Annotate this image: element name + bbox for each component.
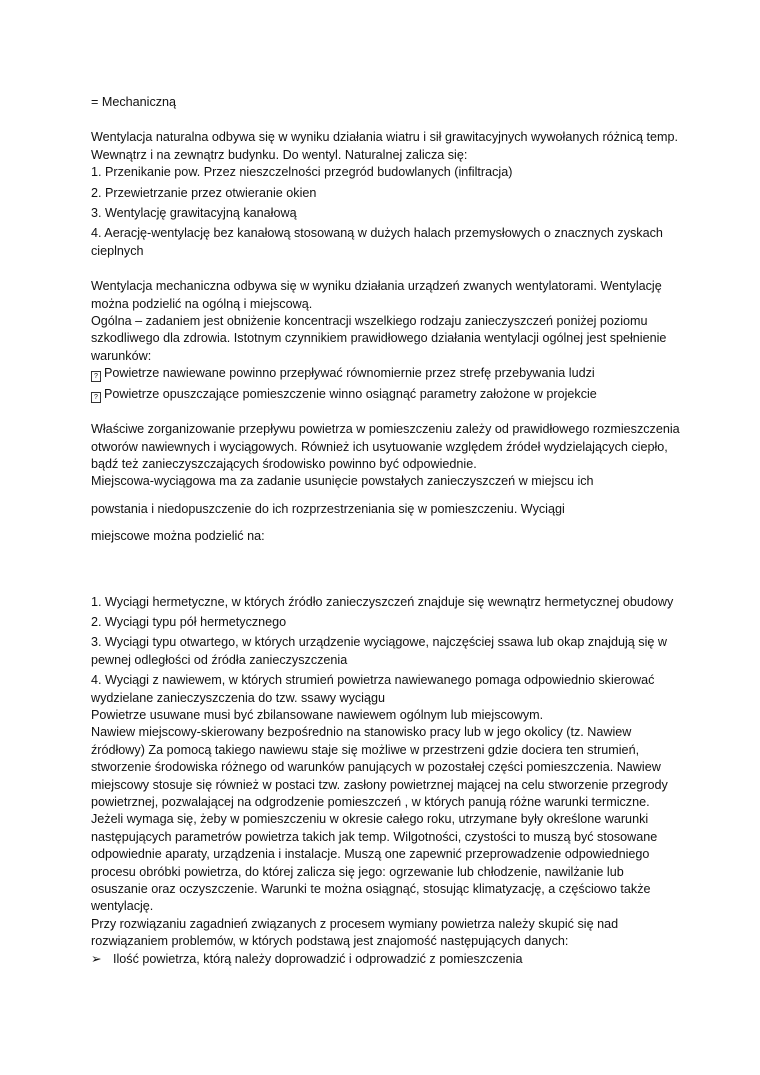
paragraph-local: Miejscowa-wyciągowa ma za zadanie usunięcie powstałych zanieczyszczeń w miejscu ich bbox=[91, 474, 594, 489]
paragraph-general: Ogólna – zadaniem jest obniżenie koncentracji wszelkiego rodzaju zanieczyszczeń poniżej poziomu szkodliwego dla zdrowia. Istotnym czynnikiem prawidłowego działania wentylacji ogólnej jest spełnienie warunków: bbox=[91, 314, 667, 363]
list-item: 1. Wyciągi hermetyczne, w których źródło zanieczyszczeń znajduje się wewnątrz hermetycznej obudowy bbox=[91, 594, 674, 609]
paragraph-local-supply: Nawiew miejscowy-skierowany bezpośrednio na stanowisko pracy lub w jego okolicy (tz. Nawiew źródłowy) Za pomocą takiego nawiewu staje się możliwe w przestrzeni gdzie dociera ten strumień, stworzenie środowiska różnego od warunków panujących w pozostałej części pomieszczenia. Nawiew miejscowy stosuje się również w postaci tzw. zasłony powietrznej mającej na celu stworzenie przegrody powietrznej, pozwalającej na odgrodzenie pomieszczeń , w których panują różne warunki termiczne. bbox=[91, 725, 668, 809]
paragraph-local-cont: miejscowe można podzielić na: bbox=[91, 529, 265, 544]
missing-glyph-icon: ? bbox=[91, 371, 101, 382]
list-item: 1. Przenikanie pow. Przez nieszczelności przegród budowlanych (infiltracja) bbox=[91, 165, 513, 180]
bullet-item: ? Powietrze opuszczające pomieszczenie winno osiągnąć parametry założone w projekcie bbox=[91, 386, 681, 403]
list-item: 2. Wyciągi typu pół hermetycznego bbox=[91, 614, 287, 629]
arrow-bullet-item: ➢ Ilość powietrza, którą należy doprowadzić i odprowadzić z pomieszczenia bbox=[91, 951, 681, 968]
paragraph-airflow: Właściwe zorganizowanie przepływu powietrza w pomieszczeniu zależy od prawidłowego rozmieszczenia otworów nawiewnych i wyciągowych. Również ich usytuowanie względem źródeł wydzielających ciepło, bądź też zanieczyszczających środowisko powinno być odpowiednie. bbox=[91, 422, 680, 471]
paragraph-conditions: Jeżeli wymaga się, żeby w pomieszczeniu w okresie całego roku, utrzymane były określone warunki następujących parametrów powietrza takich jak temp. Wilgotności, czystości to muszą być stosowane odpowiednie aparaty, urządzenia i instalacje. Muszą one zapewnić przeprowadzenie odpowiedniego procesu obróbki powietrza, do której zalicza się jego: ogrzewanie lub chłodzenie, nawilżanie lub osuszanie oraz oczyszczenie. Warunki te można osiągnąć, stosując klimatyzację, a częściowo także wentylację. bbox=[91, 812, 658, 914]
paragraph-balance: Powietrze usuwane musi być zbilansowane nawiewem ogólnym lub miejscowym. bbox=[91, 707, 544, 722]
paragraph-natural: Wentylacja naturalna odbywa się w wyniku działania wiatru i sił grawitacyjnych wywołanych różnicą temp. Wewnątrz i na zewnątrz budynku. Do wentyl. Naturalnej zalicza się: bbox=[91, 130, 679, 162]
arrow-bullet-icon: ➢ bbox=[91, 951, 102, 966]
list-item: 3. Wyciągi typu otwartego, w których urządzenie wyciągowe, najczęściej ssawa lub okap znajdują się w pewnej odległości od źródła zanieczyszczenia bbox=[91, 635, 667, 667]
list-item: 3. Wentylację grawitacyjną kanałową bbox=[91, 206, 297, 221]
line-heading: = Mechaniczną bbox=[91, 95, 177, 109]
paragraph-local-cont: powstania i niedopuszczenie do ich rozprzestrzeniania się w pomieszczeniu. Wyciągi bbox=[91, 501, 565, 516]
document-page bbox=[91, 94, 681, 968]
list-item: 4. Wyciągi z nawiewem, w których strumień powietrza nawiewanego pomaga odpowiednio skierować wydzielane zanieczyszczenia do tzw. ssawy wyciągu bbox=[91, 673, 655, 705]
list-item: 2. Przewietrzanie przez otwieranie okien bbox=[91, 185, 317, 200]
paragraph-exchange: Przy rozwiązaniu zagadnień związanych z procesem wymiany powietrza należy skupić się nad rozwiązaniem problemów, w których podstawą jest znajomość następujących danych: bbox=[91, 916, 619, 949]
paragraph-mechanical: Wentylacja mechaniczna odbywa się w wyniku działania urządzeń zwanych wentylatorami. Wentylację można podzielić na ogólną i miejscową. bbox=[91, 279, 662, 311]
list-item: 4. Aerację-wentylację bez kanałową stosowaną w dużych halach przemysłowych o znacznych zyskach cieplnych bbox=[91, 226, 663, 258]
missing-glyph-icon: ? bbox=[91, 392, 101, 403]
bullet-item: ? Powietrze nawiewane powinno przepływać równomiernie przez strefę przebywania ludzi bbox=[91, 365, 681, 382]
